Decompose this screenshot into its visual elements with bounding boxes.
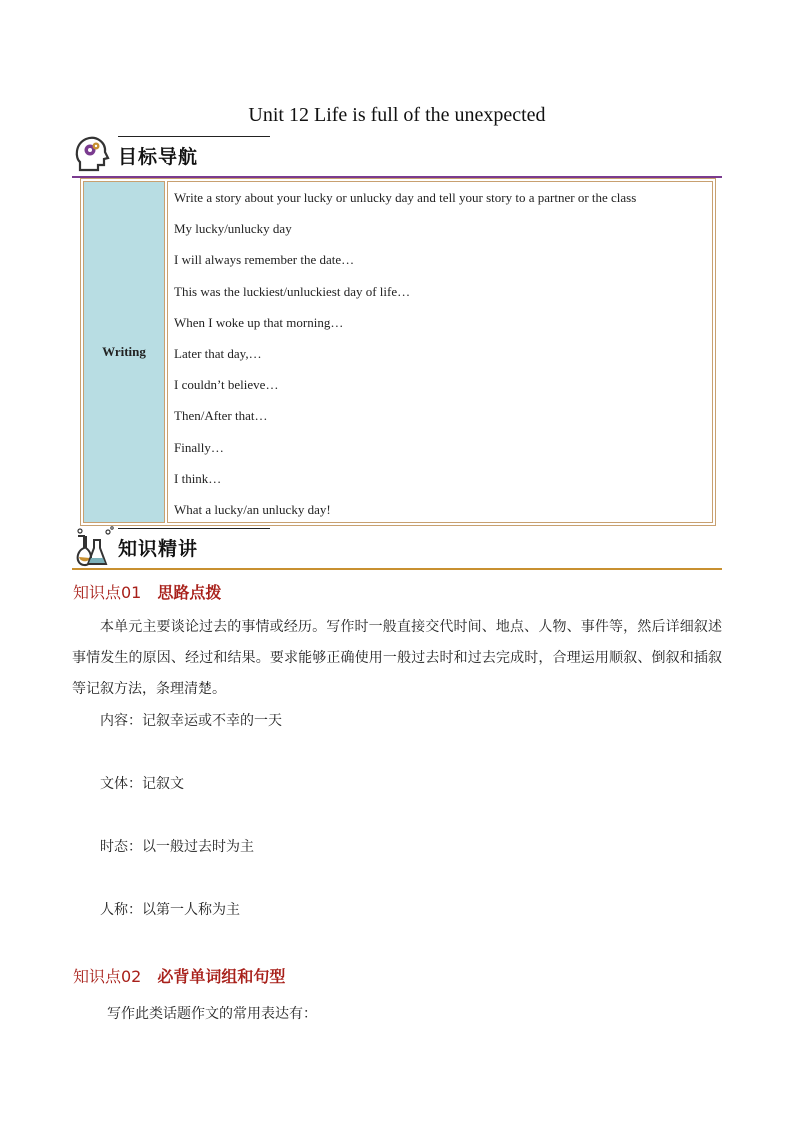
table-line: When I woke up that morning… [174,314,344,330]
list-item: 文体：记叙文 [100,776,184,792]
table-line: Later that day,… [174,345,262,361]
paragraph: 写作此类话题作文的常用表达有： [107,1006,317,1022]
list-item: 人称：以第一人称为主 [100,902,240,918]
table-line: Finally… [174,439,224,455]
table-line: I will always remember the date… [174,252,355,268]
knowledge-point-name: 思路点拨 [157,583,222,602]
table-line: Write a story about your lucky or unlucky day and tell your story to a partner or the class [174,190,637,205]
header-rule [118,528,270,529]
section-header-goals [72,134,722,178]
section-heading: 目标导航 [118,146,199,168]
table-line: My lucky/unlucky day [174,221,292,237]
goal-table [80,178,716,526]
table-label-cell: Writing [83,181,165,523]
section-header-knowledge [72,526,722,570]
knowledge-point-number: 知识点02 [73,967,142,986]
table-line: I couldn’t believe… [174,377,279,393]
table-line: Then/After that… [174,408,268,424]
list-item: 内容：记叙幸运或不幸的一天 [100,713,282,729]
table-line: I think… [174,470,222,486]
paragraph: 本单元主要谈论过去的事情或经历。写作时一般直接交代时间、地点、人物、事件等，然后详细叙述事情发生的原因、经过和结果。要求能够正确使用一般过去时和过去完成时，合理运用顺叙、倒叙和插叙等记叙方法，条理清楚。 [72,619,722,697]
flasks-icon [72,526,112,566]
knowledge-point-title [73,964,285,987]
knowledge-point-title [73,580,221,603]
section-underline [72,568,722,570]
table-line: This was the luckiest/unluckiest day of life… [174,283,411,299]
table-content-cell [167,181,713,523]
page-title: Unit 12 Life is full of the unexpected [248,104,546,126]
knowledge-point-name: 必背单词组和句型 [157,967,286,986]
list-item: 时态：以一般过去时为主 [100,839,254,855]
knowledge-point-number: 知识点01 [73,583,142,602]
header-rule [118,136,270,137]
section-heading: 知识精讲 [118,538,199,560]
table-line: What a lucky/an unlucky day! [174,501,331,517]
head-gears-icon [72,134,112,174]
